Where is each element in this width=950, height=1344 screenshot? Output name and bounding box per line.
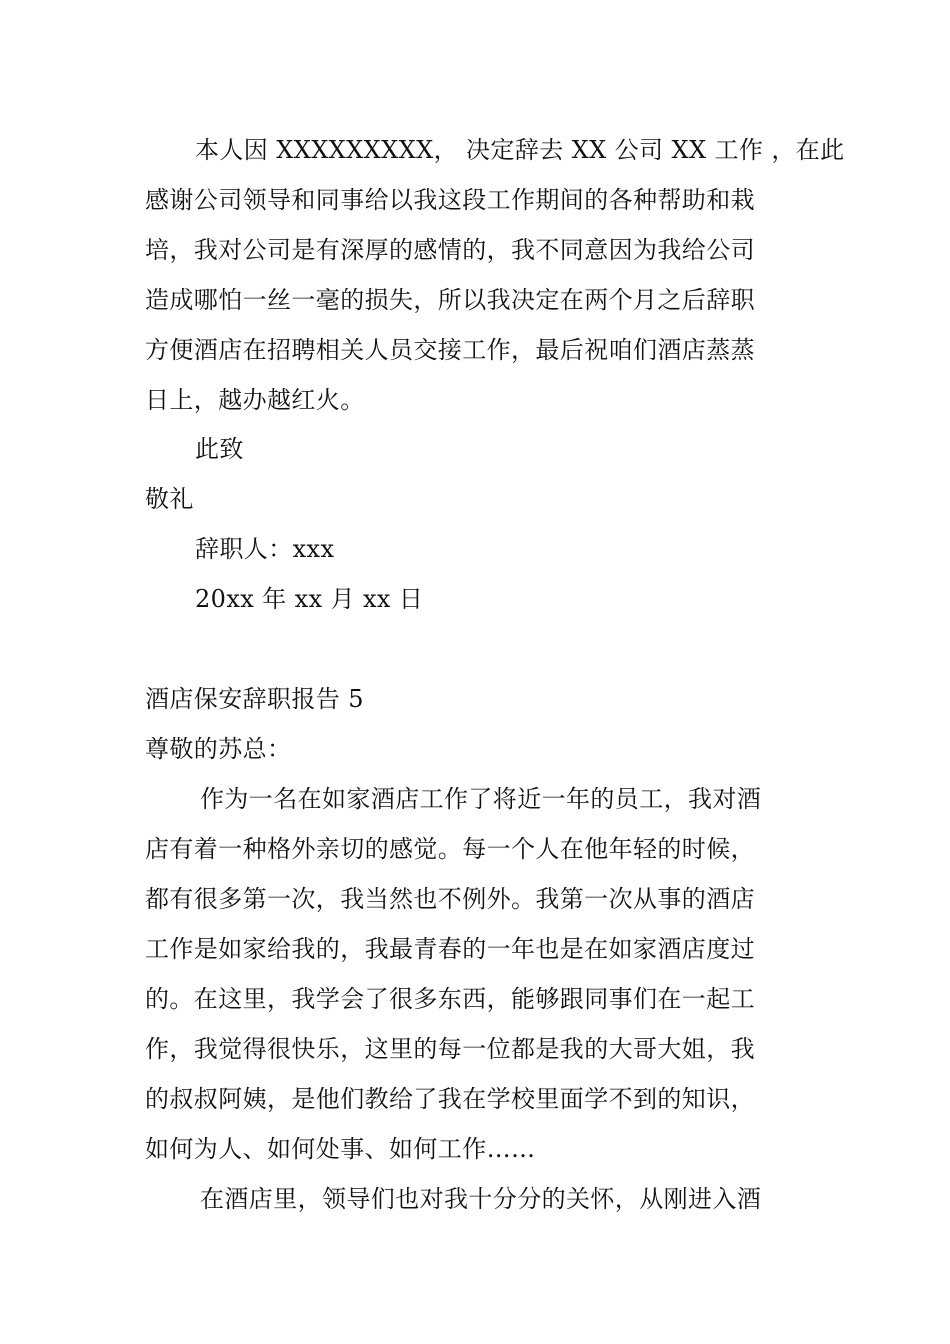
closing-salute: 敬礼: [145, 485, 194, 513]
paragraph-line: 本人因 XXXXXXXXX， 决定辞去 XX 公司 XX 工作 ，在此: [195, 136, 845, 164]
date-line: 20xx 年 xx 月 xx 日: [195, 585, 424, 613]
paragraph-line: 作为一名在如家酒店工作了将近一年的员工，我对酒: [200, 785, 762, 813]
paragraph-line: 都有很多第一次，我当然也不例外。我第一次从事的酒店: [145, 885, 755, 913]
paragraph-line: 店有着一种格外亲切的感觉。每一个人在他年轻的时候，: [145, 835, 755, 863]
section-title: 酒店保安辞职报告 5: [145, 685, 364, 713]
paragraph-line: 日上，越办越红火。: [145, 386, 365, 414]
closing-line: 此致: [195, 435, 244, 463]
paragraph-line: 作，我觉得很快乐，这里的每一位都是我的大哥大姐，我: [145, 1035, 755, 1063]
signer-line: 辞职人：xxx: [195, 535, 335, 563]
paragraph-line: 培，我对公司是有深厚的感情的，我不同意因为我给公司: [145, 236, 755, 264]
paragraph-line: 造成哪怕一丝一毫的损失，所以我决定在两个月之后辞职: [145, 286, 755, 314]
paragraph-line: 工作是如家给我的，我最青春的一年也是在如家酒店度过: [145, 935, 755, 963]
paragraph-line: 如何为人、如何处事、如何工作……: [145, 1135, 536, 1163]
paragraph-line: 感谢公司领导和同事给以我这段工作期间的各种帮助和栽: [145, 186, 755, 214]
paragraph-line: 的叔叔阿姨，是他们教给了我在学校里面学不到的知识，: [145, 1085, 755, 1113]
paragraph-line: 方便酒店在招聘相关人员交接工作，最后祝咱们酒店蒸蒸: [145, 336, 755, 364]
paragraph-line: 的。在这里，我学会了很多东西，能够跟同事们在一起工: [145, 985, 755, 1013]
salutation: 尊敬的苏总：: [145, 735, 292, 763]
paragraph-line: 在酒店里，领导们也对我十分分的关怀，从刚进入酒: [200, 1185, 762, 1213]
